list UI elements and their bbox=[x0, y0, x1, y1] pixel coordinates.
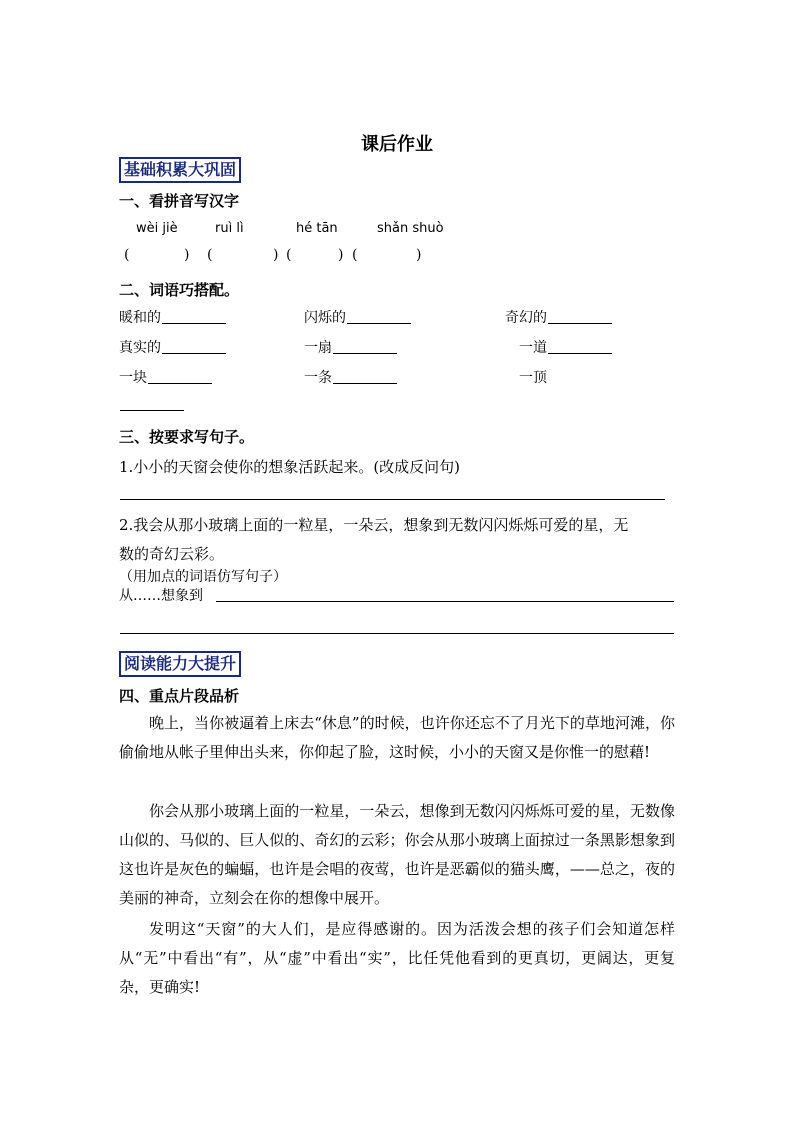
answer-bracket-3[interactable]: ( ) bbox=[286, 247, 344, 263]
pinyin-4: shǎn shuò bbox=[377, 221, 444, 236]
q3-prompt: 从……想象到 bbox=[119, 588, 203, 604]
match-item[interactable]: 真实的 bbox=[119, 337, 226, 357]
answer-line[interactable] bbox=[120, 410, 184, 411]
match-item[interactable]: 闪烁的 bbox=[304, 307, 411, 327]
q3-sentence-2-line1: 2.我会从那小玻璃上面的一粒星，一朵云，想象到无数闪闪烁烁可爱的星，无 bbox=[119, 516, 629, 534]
match-item[interactable]: 一道 bbox=[519, 337, 612, 357]
reading-paragraph-3: 发明这“天窗”的大人们，是应得感谢的。因为活泼会想的孩子们会知道怎样从“无”中看出“有”，从“虚”中看出“实”，比任凭他看到的更真切，更阔达，更复杂，更确实! bbox=[119, 920, 675, 996]
q1-heading: 一、看拼音写汉字 bbox=[119, 192, 240, 210]
answer-line[interactable] bbox=[120, 633, 674, 634]
page-title: 课后作业 bbox=[361, 134, 433, 155]
reading-paragraph-1: 晚上，当你被逼着上床去“休息”的时候，也许你还忘不了月光下的草地河滩，你偷偷地从帐子里伸出头来，你仰起了脸，这时候，小小的天窗又是你惟一的慰藉! bbox=[119, 714, 675, 761]
pinyin-2: ruì lì bbox=[215, 221, 244, 236]
match-item[interactable]: 暖和的 bbox=[119, 307, 226, 327]
match-item[interactable]: 一扇 bbox=[304, 337, 397, 357]
answer-bracket-1[interactable]: ( ) bbox=[124, 247, 190, 263]
q3-hint: （用加点的词语仿写句子） bbox=[119, 569, 287, 585]
match-item[interactable]: 一块 bbox=[119, 367, 212, 387]
section-banner-reading: 阅读能力大提升 bbox=[119, 651, 241, 677]
pinyin-3: hé tān bbox=[296, 221, 338, 236]
q2-heading: 二、词语巧搭配。 bbox=[119, 281, 240, 299]
section-banner-basics: 基础积累大巩固 bbox=[119, 157, 241, 183]
answer-line[interactable] bbox=[216, 601, 674, 602]
reading-paragraph-2: 你会从那小玻璃上面的一粒星，一朵云，想像到无数闪闪烁烁可爱的星，无数像山似的、马似的、巨人似的、奇幻的云彩；你会从那小玻璃上面掠过一条黑影想象到这也许是灰色的蝙蝠，也许是会唱的夜莺，也许是恶霸似的猫头鹰，——总之，夜的美丽的神奇，立刻会在你的想像中展开。 bbox=[119, 802, 675, 907]
q3-heading: 三、按要求写句子。 bbox=[119, 428, 255, 446]
match-item[interactable]: 一条 bbox=[304, 367, 397, 387]
match-item[interactable]: 奇幻的 bbox=[505, 307, 612, 327]
answer-bracket-2[interactable]: ( ) bbox=[207, 247, 279, 263]
q3-sentence-1: 1.小小的天窗会使你的想象活跃起来。(改成反问句) bbox=[119, 458, 461, 476]
answer-bracket-4[interactable]: ( ) bbox=[352, 247, 422, 263]
match-item: 一顶 bbox=[519, 370, 547, 386]
q4-heading: 四、重点片段品析 bbox=[119, 687, 240, 705]
pinyin-1: wèi jiè bbox=[136, 221, 178, 236]
answer-line[interactable] bbox=[120, 499, 665, 500]
q3-sentence-2-line2: 数的奇幻云彩。 bbox=[119, 545, 225, 563]
